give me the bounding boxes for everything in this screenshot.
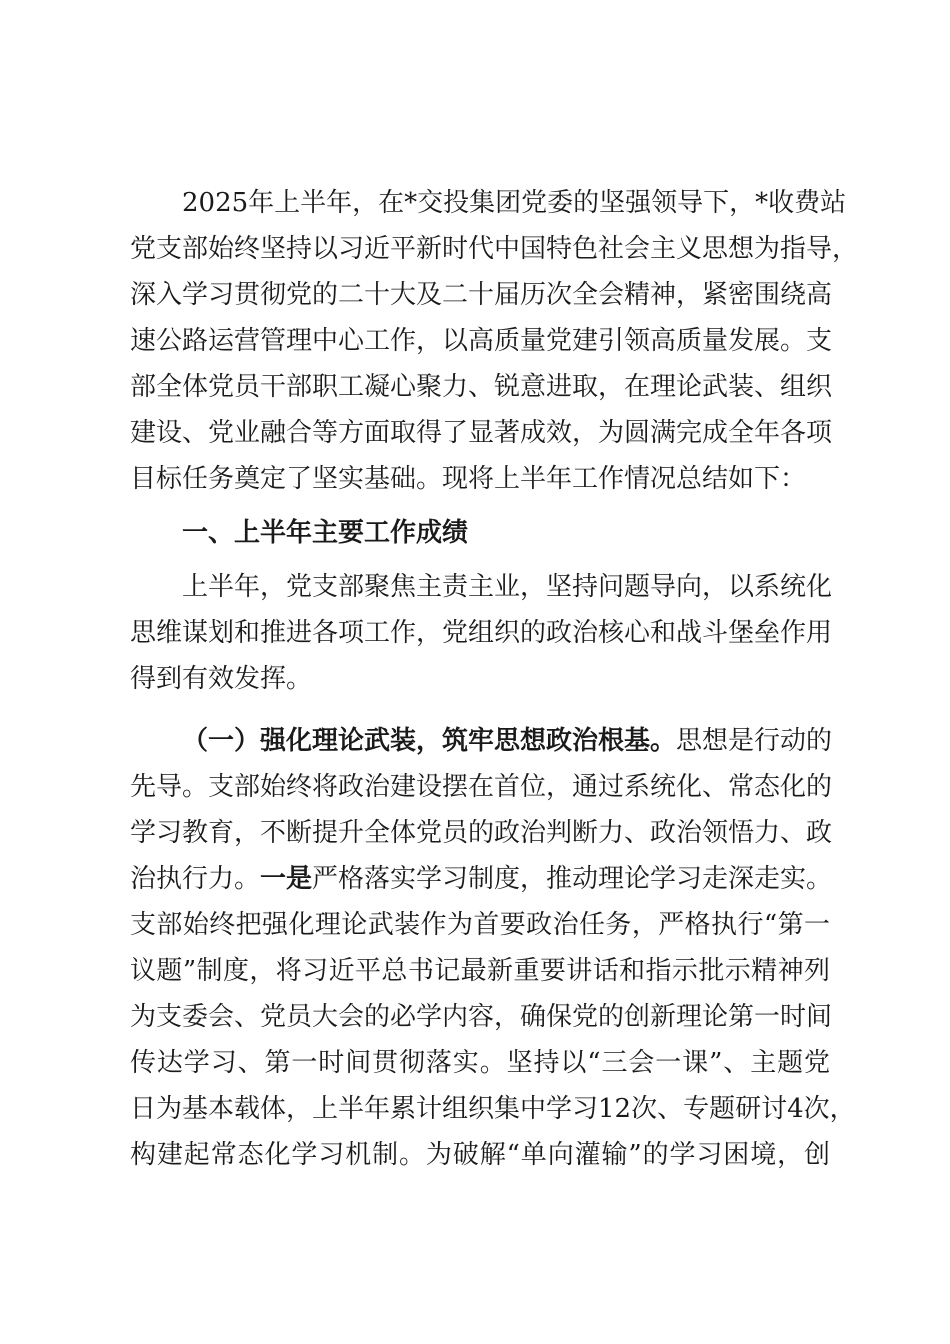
intro-line-6: 建设、党业融合等方面取得了显著成效，为圆满完成全年各项 bbox=[130, 418, 833, 448]
intro-paragraph bbox=[130, 180, 859, 502]
line4-bold-marker: 一是 bbox=[260, 864, 313, 894]
subsection1-line-6: 议题”制度，将习近平总书记最新重要讲话和指示批示精神列 bbox=[130, 956, 830, 986]
section1-line-3: 得到有效发挥。 bbox=[130, 664, 313, 694]
intro-line-1: 2025年上半年，在*交投集团党委的坚强领导下，*收费站 bbox=[182, 188, 847, 218]
subsection1-line-7: 为支委会、党员大会的必学内容，确保党的创新理论第一时间 bbox=[130, 1002, 833, 1032]
subsection1-line-9: 日为基本载体，上半年累计组织集中学习12次、专题研讨4次， bbox=[130, 1094, 856, 1124]
intro-line-3: 深入学习贯彻党的二十大及二十届历次全会精神，紧密围绕高 bbox=[130, 280, 833, 310]
subsection1-line-1-rest: 思想是行动的 bbox=[676, 726, 833, 756]
subsection1-paragraph bbox=[130, 718, 856, 1178]
subsection1-line-10: 构建起常态化学习机制。为破解“单向灌输”的学习困境，创 bbox=[130, 1140, 830, 1170]
intro-line-5: 部全体党员干部职工凝心聚力、锐意进取，在理论武装、组织 bbox=[130, 372, 833, 402]
subsection1-line-1 bbox=[130, 718, 833, 764]
section1-line-2: 思维谋划和推进各项工作，党组织的政治核心和战斗堡垒作用 bbox=[130, 618, 833, 648]
line4-rest: 严格落实学习制度，推动理论学习走深走实。 bbox=[312, 864, 833, 894]
subsection1-line-8: 传达学习、第一时间贯彻落实。坚持以“三会一课”、主题党 bbox=[130, 1048, 830, 1078]
subsection1-line-2: 先导。支部始终将政治建设摆在首位，通过系统化、常态化的 bbox=[130, 772, 833, 802]
subsection1-line-5: 支部始终把强化理论武装作为首要政治任务，严格执行“第一 bbox=[130, 910, 830, 940]
intro-line-4: 速公路运营管理中心工作，以高质量党建引领高质量发展。支 bbox=[130, 326, 833, 356]
section1-paragraph bbox=[130, 564, 833, 702]
document-page bbox=[130, 180, 859, 1178]
intro-line-2: 党支部始终坚持以习近平新时代中国特色社会主义思想为指导， bbox=[130, 234, 859, 264]
subsection1-line-3: 学习教育，不断提升全体党员的政治判断力、政治领悟力、政 bbox=[130, 818, 833, 848]
subsection1-line-4 bbox=[130, 856, 833, 902]
section1-line-1: 上半年，党支部聚焦主责主业，坚持问题导向，以系统化 bbox=[182, 572, 833, 602]
section-heading-1: 一、上半年主要工作成绩 bbox=[182, 518, 469, 548]
line4-prefix: 治执行力。 bbox=[130, 864, 261, 894]
subsection1-title: （一）强化理论武装，筑牢思想政治根基。 bbox=[182, 726, 677, 756]
intro-line-7: 目标任务奠定了坚实基础。现将上半年工作情况总结如下： bbox=[130, 464, 807, 494]
